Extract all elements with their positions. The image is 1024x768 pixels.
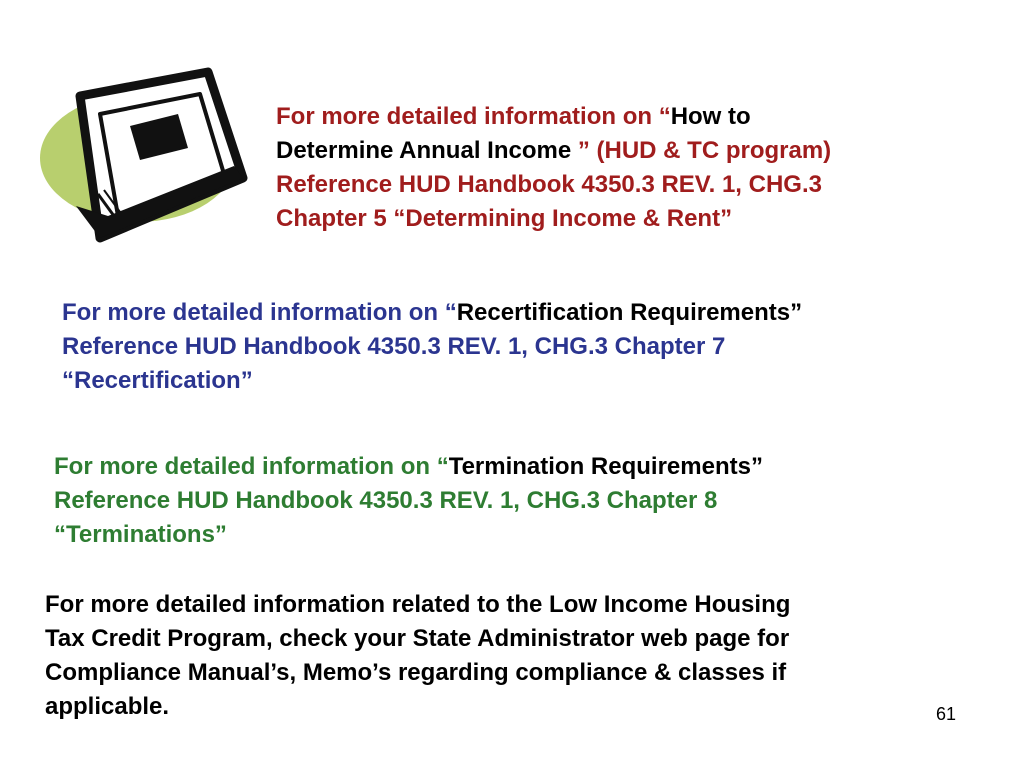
computer-monitor-icon <box>38 66 260 244</box>
lihtc-info <box>45 588 965 724</box>
block2-intro: For more detailed information on “ <box>62 299 457 326</box>
block2-topic: Recertification Requirements” <box>456 299 803 326</box>
block4-line3: Compliance Manual’s, Memo’s regarding compliance & classes if <box>45 659 787 686</box>
block1-topic-start: How to <box>670 103 751 130</box>
block2-chapter: “Recertification” <box>62 367 253 394</box>
page-number: 61 <box>936 704 957 724</box>
block4-line1: For more detailed information related to the Low Income Housing <box>45 591 791 618</box>
block3-chapter: “Terminations” <box>54 521 227 548</box>
block3-intro: For more detailed information on “ <box>54 453 449 480</box>
hud-annual-income-reference <box>276 100 976 236</box>
block4-line2: Tax Credit Program, check your State Administrator web page for <box>45 625 790 652</box>
block1-intro: For more detailed information on “ <box>276 103 671 130</box>
block1-program: ” (HUD & TC program) <box>571 137 832 164</box>
termination-reference <box>54 450 974 552</box>
block1-chapter: Chapter 5 “Determining Income & Rent” <box>276 205 733 232</box>
block2-handbook: Reference HUD Handbook 4350.3 REV. 1, CHG.3 Chapter 7 <box>62 333 726 360</box>
block3-handbook: Reference HUD Handbook 4350.3 REV. 1, CHG.3 Chapter 8 <box>54 487 718 514</box>
block1-handbook: Reference HUD Handbook 4350.3 REV. 1, CHG.3 <box>276 171 822 198</box>
block3-topic: Termination Requirements” <box>448 453 763 480</box>
block4-line4: applicable. <box>45 693 170 720</box>
block1-topic-end: Determine Annual Income <box>276 137 572 164</box>
recertification-reference <box>62 296 982 398</box>
